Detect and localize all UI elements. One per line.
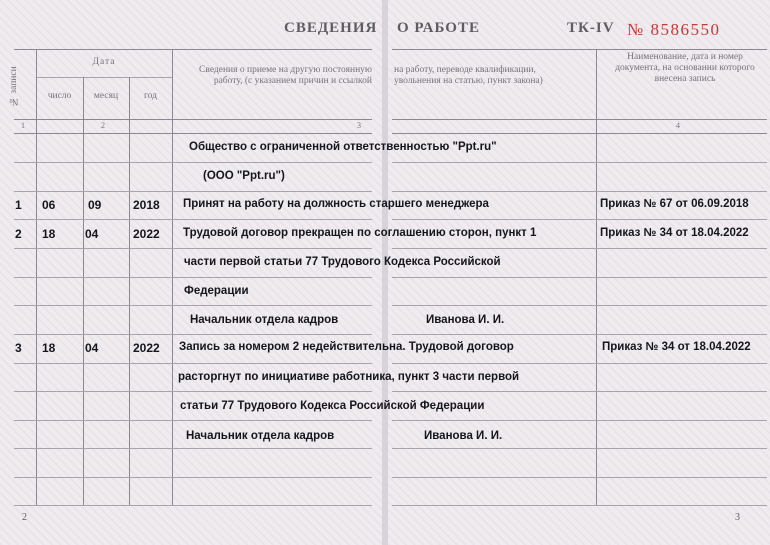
row-line — [392, 219, 767, 220]
entry-2-signer-name: Иванова И. И. — [426, 314, 505, 326]
col-number-3: 3 — [357, 121, 361, 130]
date-subheader-line — [36, 77, 172, 78]
col-header-basis: Наименование, дата и номер документа, на основании которого внесена запись — [615, 52, 755, 84]
entry-3-text-line3: статьи 77 Трудового Кодекса Российской Федерации — [180, 400, 485, 412]
row-line — [14, 505, 372, 506]
row-line — [392, 448, 767, 449]
entry-3-text-line1: Запись за номером 2 недействительна. Трудовой договор — [179, 341, 514, 353]
entry-3-basis: Приказ № 34 от 18.04.2022 — [602, 341, 751, 353]
row-line — [392, 305, 767, 306]
org-full-name: Общество с ограниченной ответственностью "Ppt.ru" — [189, 141, 497, 153]
row-line — [14, 334, 372, 335]
entry-3-day: 18 — [42, 341, 56, 355]
table-top-right — [392, 49, 767, 50]
entry-2-month: 04 — [85, 227, 99, 241]
entry-3-month: 04 — [85, 341, 99, 355]
row-line — [14, 477, 372, 478]
col-header-date: Дата — [92, 57, 116, 67]
row-line — [392, 505, 767, 506]
entry-1-month: 09 — [88, 198, 102, 212]
row-line — [14, 248, 372, 249]
col-number-1: 1 — [21, 121, 25, 130]
row-line — [392, 248, 767, 249]
numbers-row-bottom-right — [392, 133, 767, 134]
numbers-row-bottom-left — [14, 133, 372, 134]
org-short-name: (ООО "Ppt.ru") — [203, 170, 285, 182]
entry-3-text-line2: расторгнут по инициативе работника, пункт 3 части первой — [178, 371, 520, 383]
row-line — [392, 191, 767, 192]
entry-1-basis: Приказ № 67 от 06.09.2018 — [600, 198, 749, 210]
col-line-day — [83, 77, 84, 505]
entry-2-year: 2022 — [133, 227, 160, 241]
row-line — [14, 363, 372, 364]
entry-3-signer-title: Начальник отдела кадров — [186, 430, 335, 442]
entry-1-text: Принят на работу на должность старшего менеджера — [183, 198, 489, 210]
row-line — [14, 219, 372, 220]
col-header-day: число — [47, 91, 72, 101]
table-top-left — [14, 49, 372, 50]
col-header-year: год — [144, 91, 157, 101]
entry-2-text-line3: Федерации — [184, 285, 249, 297]
col-line-month — [129, 77, 130, 505]
row-line — [392, 277, 767, 278]
header-bottom-left — [14, 119, 372, 120]
row-line — [14, 391, 372, 392]
entry-1-day: 06 — [42, 198, 56, 212]
col-header-info-left: Сведения о приеме на другую постоянную работу, (с указанием причин и ссылкой — [199, 65, 372, 86]
row-line — [14, 305, 372, 306]
header-title-right: О РАБОТЕ — [397, 20, 480, 36]
page-number-right: 3 — [735, 512, 740, 523]
entry-2-no: 2 — [15, 227, 22, 241]
col-header-record-no: № записи — [9, 66, 19, 106]
book-number: № 8586550 — [627, 20, 721, 39]
row-line — [14, 448, 372, 449]
col-header-info-right: на работу, переводе квалификации, увольнения на статью, пункт закона) — [394, 65, 543, 86]
row-line — [392, 363, 767, 364]
header-title-left: СВЕДЕНИЯ — [284, 20, 378, 36]
row-line — [392, 334, 767, 335]
col-number-2: 2 — [101, 121, 105, 130]
entry-2-signer-title: Начальник отдела кадров — [190, 314, 339, 326]
entry-1-no: 1 — [15, 198, 22, 212]
entry-2-day: 18 — [42, 227, 56, 241]
entry-2-text-line2: части первой статьи 77 Трудового Кодекса Российской — [184, 256, 501, 268]
series-label: ТК-IV — [567, 20, 615, 36]
row-line — [14, 420, 372, 421]
row-line — [392, 477, 767, 478]
col-number-4: 4 — [676, 121, 680, 130]
row-line — [14, 277, 372, 278]
entry-2-text-line1: Трудовой договор прекращен по соглашению сторон, пункт 1 — [183, 227, 537, 239]
entry-3-year: 2022 — [133, 341, 160, 355]
row-line — [392, 162, 767, 163]
header-bottom-right — [392, 119, 767, 120]
row-line — [392, 420, 767, 421]
page-number-left: 2 — [22, 512, 27, 523]
entry-1-year: 2018 — [133, 198, 160, 212]
entry-3-signer-name: Иванова И. И. — [424, 430, 503, 442]
row-line — [14, 191, 372, 192]
row-line — [14, 162, 372, 163]
entry-3-no: 3 — [15, 341, 22, 355]
col-header-month: месяц — [93, 91, 119, 101]
entry-2-basis: Приказ № 34 от 18.04.2022 — [600, 227, 749, 239]
row-line — [392, 391, 767, 392]
